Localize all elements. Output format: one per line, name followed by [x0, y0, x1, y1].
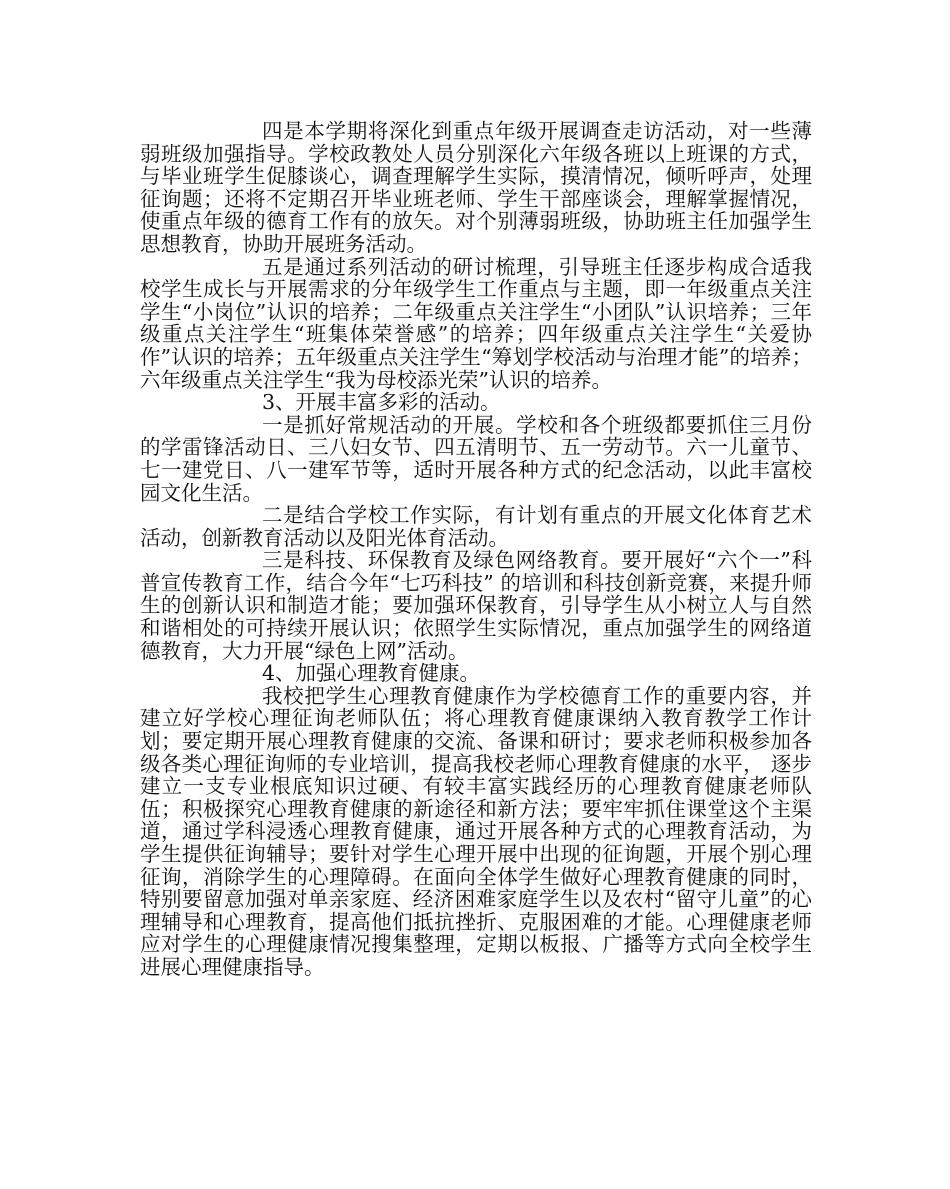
paragraph-4-investigation: 四是本学期将深化到重点年级开展调查走访活动，对一些薄弱班级加强指导。学校政教处人员分别深化六年级各班以上班课的方式，与毕业班学生促膝谈心，调查理解学生实际，摸清情况，倾听呼声，处理征询题；还将不定期召开毕业班老师、学生干部座谈会，理解掌握情况，使重点年级的德育工作有的放矢。对个别薄弱班级，协助班主任加强学生思想教育，协助开展班务活动。 — [140, 119, 812, 256]
document-body — [140, 120, 812, 979]
paragraph-mental-health: 我校把学生心理教育健康作为学校德育工作的重要内容，并建立好学校心理征询老师队伍；将心理教育健康课纳入教育教学工作计划；要定期开展心理教育健康的交流、备课和研讨；要求老师积极参加各级各类心理征询师的专业培训，提高我校老师心理教育健康的水平， 逐步建立一支专业根底知识过硬、有较丰富实践经历的心理教育健康老师队伍；积极探究心理教育健康的新途径和新方法；要牢牢抓住课堂这个主渠道，通过学科浸透心理教育健康，通过开展各种方式的心理教育活动，为学生提供征询辅导；要针对学生心理开展中出现的征询题，开展个别心理征询，消除学生的心理障碍。在面向全体学生做好心理教育健康的同时，特别要留意加强对单亲家庭、经济困难家庭学生以及农村“留守儿童”的心理辅导和心理教育，提高他们抵抗挫折、克服困难的才能。心理健康老师应对学生的心理健康情况搜集整理，定期以板报、广播等方式向全校学生进展心理健康指导。 — [140, 683, 812, 979]
section-heading-mental-health: 4、加强心理教育健康。 — [262, 661, 481, 686]
paragraph-routine-activities: 一是抓好常规活动的开展。学校和各个班级都要抓住三月份的学雷锋活动日、三八妇女节、四五清明节、五一劳动节。六一儿童节、七一建党日、八一建军节等，适时开展各种方式的纪念活动，以此丰富校园文化生活。 — [140, 412, 812, 505]
section-heading-activities: 3、开展丰富多彩的活动。 — [262, 390, 501, 415]
paragraph-tech-environment: 三是科技、环保教育及绿色网络教育。要开展好“六个一”科普宣传教育工作，结合今年“七巧科技” 的培训和科技创新竞赛，来提升师生的创新认识和制造才能；要加强环保教育，引导学生从小树立人与自然和谐相处的可持续开展认识；依照学生实际情况，重点加强学生的网络道德教育，大力开展“绿色上网”活动。 — [140, 548, 812, 663]
paragraph-cultural-sports: 二是结合学校工作实际，有计划有重点的开展文化体育艺术活动，创新教育活动以及阳光体育活动。 — [140, 503, 812, 550]
paragraph-5-grade-themes: 五是通过系列活动的研讨梳理，引导班主任逐步构成合适我校学生成长与开展需求的分年级学生工作重点与主题，即一年级重点关注学生“小岗位”认识的培养；二年级重点关注学生“小团队”认识培养；三年级重点关注学生“班集体荣誉感”的培养；四年级重点关注学生“关爱协作”认识的培养；五年级重点关注学生“筹划学校活动与治理才能”的培养；六年级重点关注学生“我为母校添光荣”认识的培养。 — [140, 254, 812, 392]
